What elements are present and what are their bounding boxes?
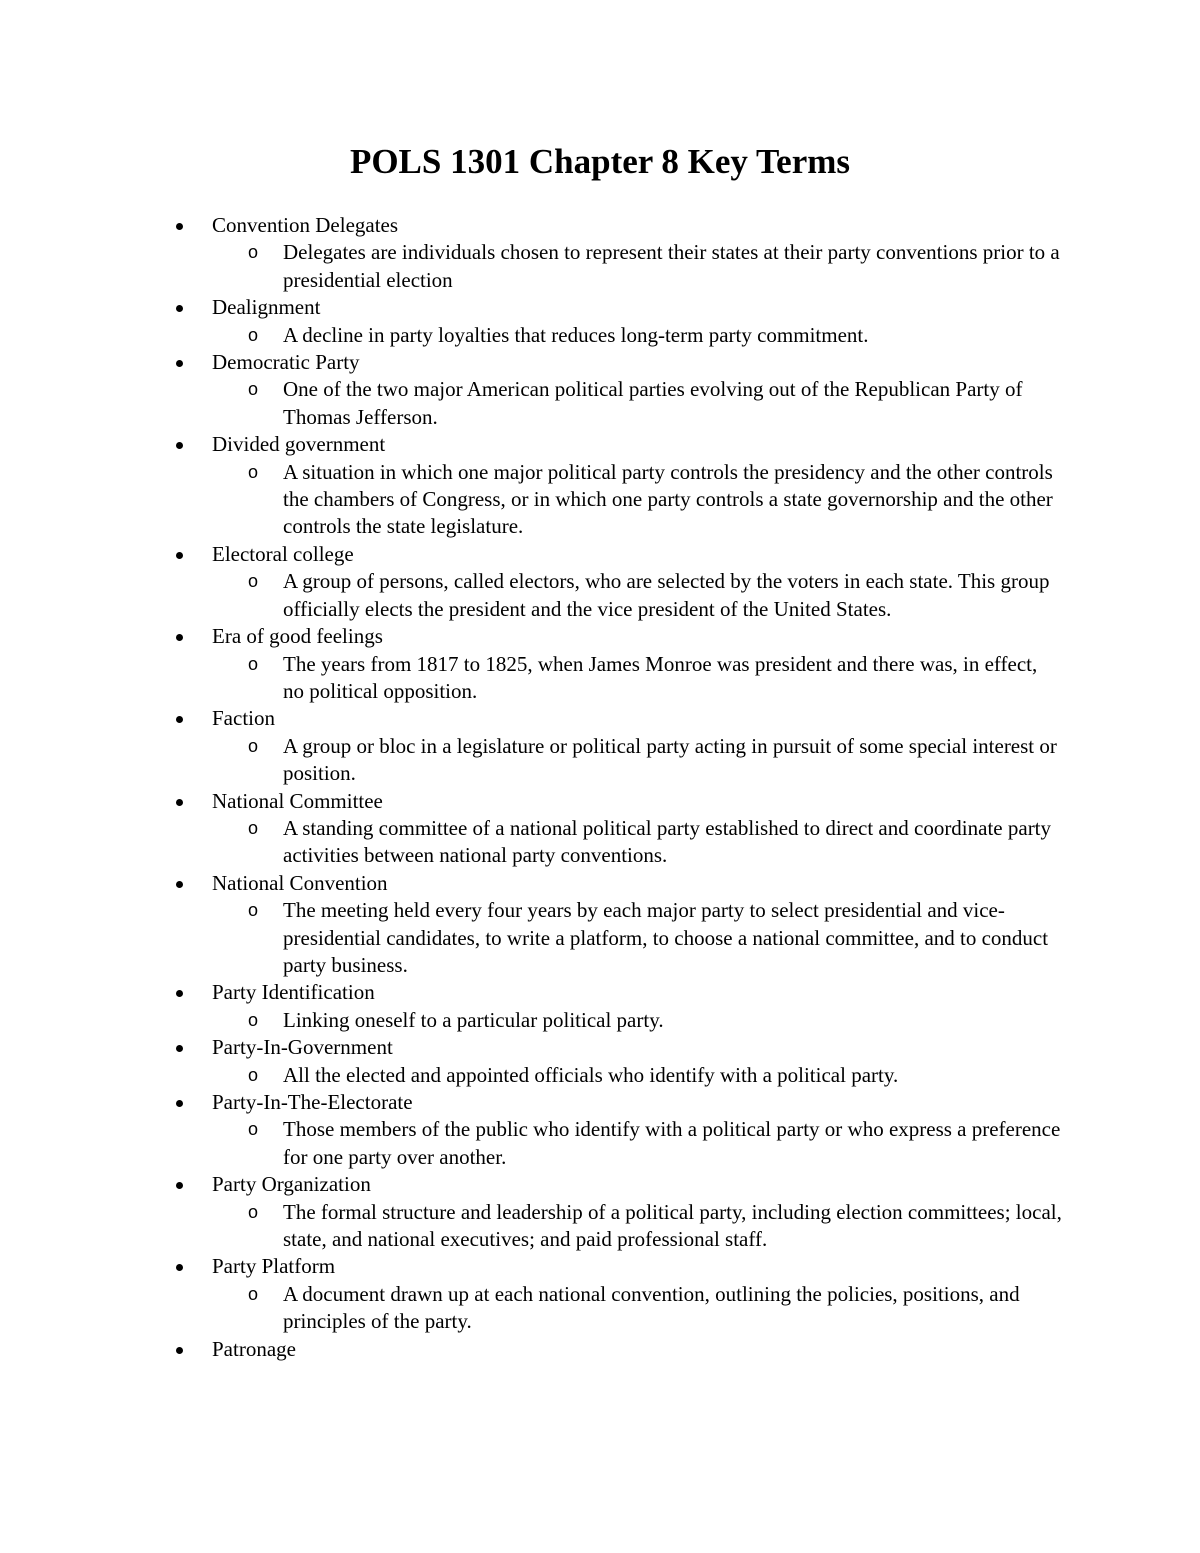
term-name: Divided government — [212, 432, 386, 457]
definition-text: Delegates are individuals chosen to represent their states at their party conventions prior to a presidential election — [283, 240, 1060, 292]
bullet-icon — [176, 634, 183, 641]
definition-text: All the elected and appointed officials who identify with a political party. — [283, 1062, 899, 1087]
circle-bullet-icon: o — [248, 1201, 259, 1222]
bullet-icon — [176, 305, 183, 312]
term-definition — [0, 1062, 1063, 1089]
bullet-icon — [176, 552, 183, 559]
definition-list — [212, 815, 1200, 870]
circle-bullet-icon: o — [248, 324, 259, 345]
term-item — [0, 788, 1200, 870]
term-item — [0, 541, 1200, 623]
term-definition — [0, 1116, 1063, 1171]
term-item — [0, 431, 1200, 541]
definition-text: The years from 1817 to 1825, when James Monroe was president and there was, in effect, no political opposition. — [283, 651, 1038, 703]
circle-bullet-icon: o — [248, 379, 259, 400]
bullet-icon — [176, 1045, 183, 1052]
term-name: National Convention — [212, 870, 388, 895]
term-item — [0, 623, 1200, 705]
term-item — [0, 1171, 1200, 1253]
term-name: Party Identification — [212, 980, 375, 1005]
term-item — [0, 349, 1200, 431]
definition-list — [212, 1116, 1200, 1171]
circle-bullet-icon: o — [248, 817, 259, 838]
circle-bullet-icon: o — [248, 900, 259, 921]
term-name: Dealignment — [212, 295, 321, 320]
term-item — [0, 294, 1200, 349]
bullet-icon — [176, 716, 183, 723]
term-definition — [0, 897, 1063, 979]
circle-bullet-icon: o — [248, 653, 259, 674]
definition-text: One of the two major American political parties evolving out of the Republican Party of Thomas Jefferson. — [283, 377, 1023, 429]
circle-bullet-icon: o — [248, 1064, 259, 1085]
definition-list — [212, 1007, 1200, 1034]
term-name: Party-In-The-Electorate — [212, 1090, 413, 1114]
definition-text: Those members of the public who identify with a political party or who express a preference for one party over another. — [283, 1117, 1061, 1169]
term-name: Electoral college — [212, 541, 354, 566]
circle-bullet-icon: o — [248, 1119, 259, 1140]
definition-list — [212, 459, 1200, 541]
bullet-icon — [176, 1182, 183, 1189]
term-name: Era of good feelings — [212, 624, 383, 649]
term-item — [0, 705, 1200, 787]
term-definition — [0, 815, 1063, 870]
term-definition — [0, 322, 1063, 349]
definition-text: A decline in party loyalties that reduces long-term party commitment. — [283, 322, 869, 347]
term-item — [0, 1089, 1200, 1171]
term-name: Patronage — [212, 1336, 296, 1361]
circle-bullet-icon: o — [248, 735, 259, 756]
bullet-icon — [176, 442, 183, 449]
term-definition — [0, 1281, 1063, 1336]
circle-bullet-icon: o — [248, 461, 259, 482]
definition-list — [212, 1062, 1200, 1089]
definition-text: A group or bloc in a legislature or political party acting in pursuit of some special interest or position. — [283, 733, 1057, 786]
term-item — [0, 1034, 1200, 1089]
definition-text: A standing committee of a national political party established to direct and coordinate party activities between national party conventions. — [283, 815, 1052, 868]
term-name: Party-In-Government — [212, 1035, 393, 1060]
term-item — [0, 979, 1200, 1034]
bullet-icon — [176, 1347, 183, 1354]
definition-list — [212, 1199, 1200, 1254]
definition-list — [212, 376, 1200, 431]
bullet-icon — [176, 881, 183, 888]
term-definition — [0, 459, 1063, 541]
bullet-icon — [176, 1100, 183, 1107]
circle-bullet-icon: o — [248, 242, 259, 263]
term-definition — [0, 733, 1063, 788]
definition-list — [212, 897, 1200, 979]
definition-list — [212, 239, 1200, 294]
definition-text: A document drawn up at each national convention, outlining the policies, positions, and principles of the party. — [283, 1281, 1020, 1334]
bullet-icon — [176, 223, 183, 230]
definition-text: A situation in which one major political party controls the presidency and the other controls the chambers of Congress, or in which one party controls a state governorship and the other controls the state legislature. — [283, 459, 1053, 539]
term-item — [0, 212, 1200, 294]
key-terms-list — [0, 212, 1200, 1363]
bullet-icon — [176, 360, 183, 367]
definition-list — [212, 1281, 1200, 1336]
definition-text: The meeting held every four years by each major party to select presidential and vice-presidential candidates, to write a platform, to choose a national committee, and to conduct party business. — [283, 898, 1049, 977]
term-name: Faction — [212, 706, 275, 731]
definition-list — [212, 733, 1200, 788]
definition-text: The formal structure and leadership of a political party, including election committees; local, state, and national executives; and paid professional staff. — [283, 1199, 1062, 1252]
term-item — [0, 1336, 1200, 1363]
term-definition — [0, 376, 1063, 431]
circle-bullet-icon: o — [248, 1009, 259, 1030]
definition-list — [212, 568, 1200, 623]
term-definition — [0, 239, 1063, 294]
term-name: Party Organization — [212, 1172, 371, 1197]
term-definition — [0, 651, 1063, 706]
term-item — [0, 870, 1200, 980]
term-name: Convention Delegates — [212, 213, 399, 237]
circle-bullet-icon: o — [248, 1283, 259, 1304]
term-definition — [0, 1199, 1063, 1254]
term-name: Democratic Party — [212, 350, 360, 375]
term-name: National Committee — [212, 788, 383, 813]
page-title: POLS 1301 Chapter 8 Key Terms — [349, 142, 851, 181]
bullet-icon — [176, 990, 183, 997]
definition-list — [212, 651, 1200, 706]
definition-text: Linking oneself to a particular political party. — [283, 1007, 664, 1032]
term-definition — [0, 1007, 1063, 1034]
bullet-icon — [176, 799, 183, 806]
term-item — [0, 1253, 1200, 1335]
term-name: Party Platform — [212, 1254, 336, 1279]
definition-text: A group of persons, called electors, who are selected by the voters in each state. This group officially elects the president and the vice president of the United States. — [283, 569, 1050, 621]
definition-list — [212, 322, 1200, 349]
term-definition — [0, 568, 1063, 623]
circle-bullet-icon: o — [248, 571, 259, 592]
bullet-icon — [176, 1264, 183, 1271]
